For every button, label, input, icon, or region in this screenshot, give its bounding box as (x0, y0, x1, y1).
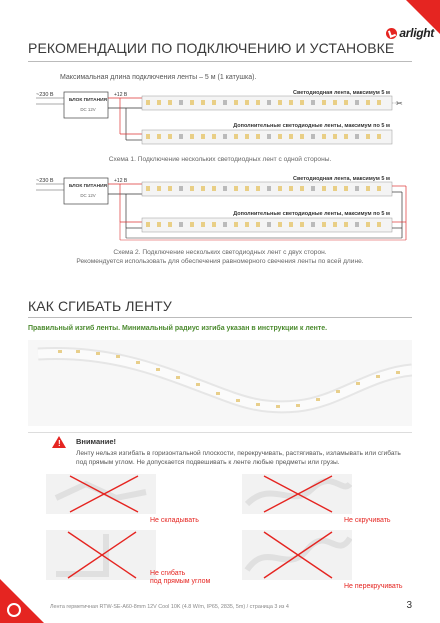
correct-bend-photo (28, 340, 412, 426)
led-chip (333, 186, 337, 191)
led-chip (223, 100, 227, 105)
led-chip (245, 100, 249, 105)
led-chip (190, 222, 194, 227)
led-chip (355, 222, 359, 227)
led-chip (333, 100, 337, 105)
led-chip (278, 222, 282, 227)
psu-title: БЛОК ПИТАНИЯ (68, 98, 108, 103)
led-chip (322, 100, 326, 105)
led-chip (201, 222, 205, 227)
power-supply-box (64, 92, 108, 118)
led-chip (223, 222, 227, 227)
led-chip (223, 186, 227, 191)
led-chip (190, 134, 194, 139)
max-length-note: Максимальная длина подключения ленты – 5 м (1 катушка). (60, 74, 257, 81)
photo-folded-strip (46, 474, 156, 514)
led-chip (300, 222, 304, 227)
led-chip (234, 222, 238, 227)
led-chip (146, 100, 150, 105)
strip2-label: Дополнительные светодиодные ленты, максимум по 5 м (233, 211, 390, 217)
led-chip (146, 222, 150, 227)
led-chip (355, 186, 359, 191)
photo-label-no-fold: Не складывать (150, 517, 199, 524)
led-chip (234, 134, 238, 139)
warning-text: Ленту нельзя изгибать в горизонтальной плоскости, перекручивать, растягивать, изламывать или сгибать под прямым углом. Не допускается подвешивать к ленте любые предметы или грузы. (76, 450, 401, 466)
section-divider (28, 317, 412, 318)
logo-mark-icon (7, 603, 21, 617)
led-chip (311, 134, 315, 139)
led-chip (256, 186, 260, 191)
led-chip (190, 100, 194, 105)
led-chip (366, 186, 370, 191)
led-chip (377, 100, 381, 105)
strip2-label: Дополнительные светодиодные ленты, максимум по 5 м (233, 123, 390, 129)
led-chip (377, 186, 381, 191)
led-chip (212, 186, 216, 191)
led-chip (377, 134, 381, 139)
led-chip (223, 134, 227, 139)
connection-scheme-1 (28, 86, 412, 156)
arlight-logo (386, 26, 434, 40)
photo-twisted-strip (242, 474, 352, 514)
led-chip (168, 186, 172, 191)
led-chip (366, 134, 370, 139)
psu-sub: DC 12V (80, 107, 96, 112)
led-chip (300, 134, 304, 139)
led-chip (212, 222, 216, 227)
page-number: 3 (406, 600, 412, 611)
dc-label: +12 В (114, 92, 128, 98)
warning-title: Внимание! (76, 437, 116, 446)
led-chip (322, 134, 326, 139)
led-chip (278, 186, 282, 191)
led-chip (234, 186, 238, 191)
led-chip (355, 100, 359, 105)
led-chip (212, 134, 216, 139)
dc-label: +12 В (114, 178, 128, 184)
led-chip (344, 134, 348, 139)
led-chip (190, 186, 194, 191)
led-chip (289, 222, 293, 227)
photo-label-no-right-angle: Не сгибать под прямым углом (150, 570, 211, 585)
photo-label-no-twist: Не скручивать (344, 517, 391, 524)
warning-icon: ! (52, 436, 66, 448)
led-chip (146, 134, 150, 139)
led-chip (311, 222, 315, 227)
led-chip (168, 134, 172, 139)
led-chip (234, 100, 238, 105)
ac-label: ~230 В (36, 92, 54, 98)
logo-badge-icon (386, 28, 397, 39)
led-chip (157, 100, 161, 105)
led-chip (179, 186, 183, 191)
led-chip (289, 186, 293, 191)
led-chip (179, 134, 183, 139)
logo-text: arlight (399, 26, 434, 40)
led-chip (289, 100, 293, 105)
led-chip (267, 134, 271, 139)
connection-scheme-2 (28, 172, 412, 244)
led-chip (300, 186, 304, 191)
led-chip (322, 186, 326, 191)
led-chip (256, 222, 260, 227)
led-chip (256, 134, 260, 139)
scissors-icon: ✂ (396, 99, 403, 108)
scheme2-caption: Схема 2. Подключение нескольких светодиодных лент с двух сторон. (113, 249, 327, 256)
led-chip (311, 186, 315, 191)
led-chip (179, 222, 183, 227)
led-chip (344, 100, 348, 105)
ac-label: ~230 В (36, 178, 54, 184)
led-chip (344, 186, 348, 191)
section-title-bending: КАК СГИБАТЬ ЛЕНТУ (28, 298, 172, 314)
psu-title: БЛОК ПИТАНИЯ (68, 184, 108, 189)
scheme2-recommendation: Рекомендуется использовать для обеспечения равномерного свечения ленты по всей длине. (76, 258, 364, 265)
footer-text: Лента герметичная RTW-SE-A60-8mm 12V Cool 10K (4.8 W/m, IP65, 2835, 5m) / страница 3 из 4 (50, 604, 289, 610)
section-title-connection: РЕКОМЕНДАЦИИ ПО ПОДКЛЮЧЕНИЮ И УСТАНОВКЕ (28, 40, 395, 56)
led-chip (344, 222, 348, 227)
led-chip (366, 222, 370, 227)
led-chip (212, 100, 216, 105)
power-supply-box (64, 178, 108, 204)
led-chip (179, 100, 183, 105)
led-chip (201, 134, 205, 139)
corner-brand-triangle-bottom (0, 579, 44, 623)
correct-bend-note: Правильный изгиб ленты. Минимальный радиус изгиба указан в инструкции к ленте. (28, 325, 328, 332)
photo-overtwisted-strip (242, 530, 352, 580)
section-divider (28, 61, 412, 62)
psu-sub: DC 12V (80, 193, 96, 198)
strip1-label: Светодиодная лента, максимум 5 м (293, 90, 390, 96)
led-chip (157, 134, 161, 139)
photo-right-angle-strip (46, 530, 156, 580)
warning-divider (28, 432, 412, 433)
led-chip (201, 186, 205, 191)
photo-label-no-overtwist: Не перекручивать (344, 583, 403, 590)
scheme1-caption: Схема 1. Подключение нескольких светодиодных лент с одной стороны. (108, 156, 332, 163)
led-chip (289, 134, 293, 139)
led-chip (168, 100, 172, 105)
led-chip (366, 100, 370, 105)
led-chip (377, 222, 381, 227)
led-chip (278, 134, 282, 139)
led-chip (333, 222, 337, 227)
led-chip (355, 134, 359, 139)
led-chip (267, 186, 271, 191)
led-chip (157, 186, 161, 191)
led-chip (311, 100, 315, 105)
led-chip (256, 100, 260, 105)
led-chip (168, 222, 172, 227)
led-chip (333, 134, 337, 139)
led-chip (157, 222, 161, 227)
led-chip (300, 100, 304, 105)
led-chip (245, 134, 249, 139)
led-chip (322, 222, 326, 227)
led-chip (201, 100, 205, 105)
led-chip (245, 222, 249, 227)
led-chip (245, 186, 249, 191)
led-chip (267, 100, 271, 105)
led-chip (267, 222, 271, 227)
led-chip (146, 186, 150, 191)
led-chip (278, 100, 282, 105)
strip1-label: Светодиодная лента, максимум 5 м (293, 176, 390, 182)
